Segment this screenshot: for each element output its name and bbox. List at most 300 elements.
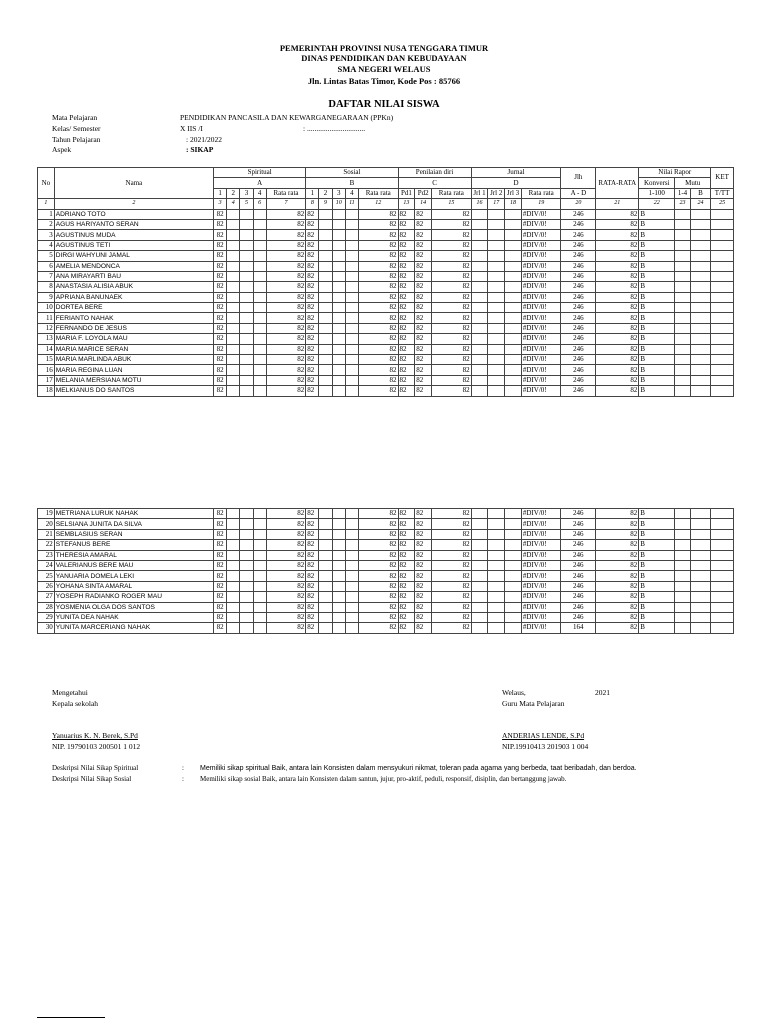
pd1: 82 bbox=[398, 581, 415, 591]
mapel-value: PENDIDIKAN PANCASILA DAN KEWARGANEGARAAN (PPKn) bbox=[180, 113, 394, 122]
spiritual-1: 82 bbox=[214, 375, 227, 385]
mutu-b bbox=[690, 540, 710, 550]
sosial-avg: 82 bbox=[358, 251, 398, 261]
ket bbox=[711, 251, 734, 261]
ket bbox=[711, 334, 734, 344]
pd-avg: 82 bbox=[432, 344, 472, 354]
jurnal-avg: #DIV/0! bbox=[521, 509, 561, 519]
aspek-value: : SIKAP bbox=[186, 145, 214, 154]
sosial-3 bbox=[332, 303, 345, 313]
sosial-avg: 82 bbox=[358, 355, 398, 365]
sosial-1: 82 bbox=[306, 303, 319, 313]
rata-rata: 82 bbox=[596, 251, 639, 261]
ket bbox=[711, 550, 734, 560]
jlh: 246 bbox=[561, 365, 596, 375]
spiritual-1: 82 bbox=[214, 355, 227, 365]
table-row bbox=[38, 344, 734, 354]
sosial-2 bbox=[319, 529, 332, 539]
pd1: 82 bbox=[398, 282, 415, 292]
sosial-1: 82 bbox=[306, 240, 319, 250]
spiritual-avg: 82 bbox=[266, 612, 306, 622]
spiritual-avg: 82 bbox=[266, 355, 306, 365]
spiritual-4 bbox=[253, 602, 266, 612]
pd-avg: 82 bbox=[432, 334, 472, 344]
column-number: 17 bbox=[488, 199, 505, 209]
spiritual-2 bbox=[227, 540, 240, 550]
sosial-3 bbox=[332, 344, 345, 354]
sosial-1: 82 bbox=[306, 560, 319, 570]
ket bbox=[711, 375, 734, 385]
spiritual-4 bbox=[253, 251, 266, 261]
sosial-avg: 82 bbox=[358, 519, 398, 529]
sosial-2 bbox=[319, 540, 332, 550]
sosial-2 bbox=[319, 209, 332, 219]
pd1: 82 bbox=[398, 355, 415, 365]
mutu-b bbox=[690, 292, 710, 302]
sosial-2 bbox=[319, 375, 332, 385]
sosial-1: 82 bbox=[306, 550, 319, 560]
jrl3 bbox=[505, 581, 522, 591]
sosial-4 bbox=[345, 509, 358, 519]
spiritual-3 bbox=[240, 612, 253, 622]
spiritual-1: 82 bbox=[214, 271, 227, 281]
jurnal-avg: #DIV/0! bbox=[521, 261, 561, 271]
jrl1 bbox=[471, 334, 488, 344]
jrl3 bbox=[505, 303, 522, 313]
row-no: 27 bbox=[38, 592, 55, 602]
jrl3 bbox=[505, 612, 522, 622]
pd1: 82 bbox=[398, 612, 415, 622]
pd1: 82 bbox=[398, 323, 415, 333]
spiritual-4 bbox=[253, 592, 266, 602]
jurnal-avg: #DIV/0! bbox=[521, 612, 561, 622]
table-row bbox=[38, 334, 734, 344]
student-name: MARIA REGINA LUAN bbox=[54, 365, 213, 375]
sosial-2 bbox=[319, 240, 332, 250]
spiritual-2 bbox=[227, 592, 240, 602]
jrl2 bbox=[488, 571, 505, 581]
hdr-3: 3 bbox=[240, 188, 253, 198]
mutu-b bbox=[690, 355, 710, 365]
jurnal-avg: #DIV/0! bbox=[521, 375, 561, 385]
jrl3 bbox=[505, 261, 522, 271]
spiritual-3 bbox=[240, 355, 253, 365]
sosial-avg: 82 bbox=[358, 592, 398, 602]
sosial-2 bbox=[319, 581, 332, 591]
sosial-3 bbox=[332, 261, 345, 271]
sosial-2 bbox=[319, 386, 332, 396]
row-no: 15 bbox=[38, 355, 55, 365]
spiritual-4 bbox=[253, 581, 266, 591]
table-row bbox=[38, 623, 734, 633]
pd2: 82 bbox=[415, 323, 432, 333]
spiritual-avg: 82 bbox=[266, 386, 306, 396]
jrl1 bbox=[471, 560, 488, 570]
spiritual-3 bbox=[240, 365, 253, 375]
sosial-2 bbox=[319, 592, 332, 602]
sosial-3 bbox=[332, 519, 345, 529]
jrl1 bbox=[471, 251, 488, 261]
grades-table-continued bbox=[37, 508, 734, 634]
pd-avg: 82 bbox=[432, 509, 472, 519]
jlh: 246 bbox=[561, 282, 596, 292]
pd-avg: 82 bbox=[432, 592, 472, 602]
row-no: 2 bbox=[38, 219, 55, 229]
column-number: 2 bbox=[54, 199, 213, 209]
student-name: SELSIANA JUNITA DA SILVA bbox=[54, 519, 213, 529]
konversi: B bbox=[639, 529, 675, 539]
jrl2 bbox=[488, 323, 505, 333]
spiritual-3 bbox=[240, 602, 253, 612]
mutu-b bbox=[690, 323, 710, 333]
pd1: 82 bbox=[398, 540, 415, 550]
column-number: 21 bbox=[596, 199, 639, 209]
pd2: 82 bbox=[415, 261, 432, 271]
pd-avg: 82 bbox=[432, 240, 472, 250]
pd-avg: 82 bbox=[432, 602, 472, 612]
hdr-3: 3 bbox=[332, 188, 345, 198]
spiritual-3 bbox=[240, 271, 253, 281]
jrl1 bbox=[471, 209, 488, 219]
jrl2 bbox=[488, 344, 505, 354]
jlh: 246 bbox=[561, 344, 596, 354]
sosial-avg: 82 bbox=[358, 271, 398, 281]
jurnal-avg: #DIV/0! bbox=[521, 519, 561, 529]
jurnal-avg: #DIV/0! bbox=[521, 251, 561, 261]
rata-rata: 82 bbox=[596, 209, 639, 219]
jlh: 246 bbox=[561, 251, 596, 261]
sosial-2 bbox=[319, 560, 332, 570]
row-no: 21 bbox=[38, 529, 55, 539]
sosial-3 bbox=[332, 323, 345, 333]
jlh: 246 bbox=[561, 592, 596, 602]
column-number: 14 bbox=[415, 199, 432, 209]
jrl3 bbox=[505, 623, 522, 633]
spiritual-1: 82 bbox=[214, 240, 227, 250]
kepala-sekolah-label: Kepala sekolah bbox=[52, 699, 99, 708]
table-row bbox=[38, 292, 734, 302]
student-name: STEFANUS BERE bbox=[54, 540, 213, 550]
jurnal-avg: #DIV/0! bbox=[521, 623, 561, 633]
mutu-1-4 bbox=[675, 612, 691, 622]
ket bbox=[711, 230, 734, 240]
sosial-2 bbox=[319, 365, 332, 375]
jrl3 bbox=[505, 209, 522, 219]
jurnal-avg: #DIV/0! bbox=[521, 230, 561, 240]
spiritual-avg: 82 bbox=[266, 219, 306, 229]
ket bbox=[711, 560, 734, 570]
hdr-rata-rata: Rata rata bbox=[358, 188, 398, 198]
jrl2 bbox=[488, 271, 505, 281]
jrl3 bbox=[505, 219, 522, 229]
sosial-avg: 82 bbox=[358, 344, 398, 354]
pd-avg: 82 bbox=[432, 303, 472, 313]
sosial-avg: 82 bbox=[358, 323, 398, 333]
sosial-3 bbox=[332, 602, 345, 612]
col-penilaian-diri: Penilaian diri bbox=[398, 168, 471, 178]
mutu-b bbox=[690, 365, 710, 375]
bottom-rule bbox=[37, 1017, 105, 1018]
sosial-1: 82 bbox=[306, 282, 319, 292]
jrl3 bbox=[505, 560, 522, 570]
row-no: 29 bbox=[38, 612, 55, 622]
konversi: B bbox=[639, 519, 675, 529]
table-row bbox=[38, 282, 734, 292]
sosial-3 bbox=[332, 540, 345, 550]
jrl1 bbox=[471, 355, 488, 365]
sosial-avg: 82 bbox=[358, 581, 398, 591]
jrl1 bbox=[471, 292, 488, 302]
kepsek-name: Yanuarius K. N. Berek, S.Pd bbox=[52, 731, 138, 740]
jrl2 bbox=[488, 529, 505, 539]
pd-avg: 82 bbox=[432, 209, 472, 219]
mutu-1-4 bbox=[675, 355, 691, 365]
jrl1 bbox=[471, 519, 488, 529]
sosial-3 bbox=[332, 282, 345, 292]
pd-avg: 82 bbox=[432, 251, 472, 261]
spiritual-2 bbox=[227, 344, 240, 354]
pd2: 82 bbox=[415, 251, 432, 261]
row-no: 10 bbox=[38, 303, 55, 313]
spiritual-4 bbox=[253, 240, 266, 250]
jrl1 bbox=[471, 386, 488, 396]
jurnal-avg: #DIV/0! bbox=[521, 323, 561, 333]
jurnal-avg: #DIV/0! bbox=[521, 271, 561, 281]
jurnal-avg: #DIV/0! bbox=[521, 334, 561, 344]
pd2: 82 bbox=[415, 303, 432, 313]
ket bbox=[711, 271, 734, 281]
jlh: 246 bbox=[561, 375, 596, 385]
spiritual-3 bbox=[240, 560, 253, 570]
place-label: Welaus, bbox=[502, 688, 526, 697]
sosial-1: 82 bbox=[306, 375, 319, 385]
ket bbox=[711, 261, 734, 271]
hdr-rata-rata: Rata rata bbox=[266, 188, 306, 198]
spiritual-1: 82 bbox=[214, 344, 227, 354]
pd2: 82 bbox=[415, 282, 432, 292]
ket bbox=[711, 219, 734, 229]
jrl3 bbox=[505, 282, 522, 292]
pd-avg: 82 bbox=[432, 365, 472, 375]
spiritual-2 bbox=[227, 560, 240, 570]
mutu-1-4 bbox=[675, 230, 691, 240]
rata-rata: 82 bbox=[596, 230, 639, 240]
rata-rata: 82 bbox=[596, 386, 639, 396]
jlh: 246 bbox=[561, 612, 596, 622]
jlh: 246 bbox=[561, 519, 596, 529]
pd-avg: 82 bbox=[432, 560, 472, 570]
spiritual-2 bbox=[227, 581, 240, 591]
page-title: DAFTAR NILAI SISWA bbox=[328, 99, 440, 110]
spiritual-3 bbox=[240, 219, 253, 229]
spiritual-3 bbox=[240, 386, 253, 396]
jrl3 bbox=[505, 540, 522, 550]
kelas-label: Kelas/ Semester bbox=[52, 124, 101, 133]
rata-rata: 82 bbox=[596, 365, 639, 375]
pd2: 82 bbox=[415, 386, 432, 396]
mutu-1-4 bbox=[675, 602, 691, 612]
table-row bbox=[38, 303, 734, 313]
spiritual-1: 82 bbox=[214, 334, 227, 344]
student-name: DORTEA BERE bbox=[54, 303, 213, 313]
student-name: AMELIA MENDONCA bbox=[54, 261, 213, 271]
column-number: 16 bbox=[471, 199, 488, 209]
mutu-b bbox=[690, 209, 710, 219]
jrl2 bbox=[488, 581, 505, 591]
mutu-1-4 bbox=[675, 519, 691, 529]
rata-rata: 82 bbox=[596, 519, 639, 529]
row-no: 12 bbox=[38, 323, 55, 333]
spiritual-1: 82 bbox=[214, 529, 227, 539]
table-row bbox=[38, 612, 734, 622]
sub-mutu: Mutu bbox=[675, 178, 711, 188]
jurnal-avg: #DIV/0! bbox=[521, 592, 561, 602]
sosial-avg: 82 bbox=[358, 313, 398, 323]
sosial-1: 82 bbox=[306, 313, 319, 323]
sosial-4 bbox=[345, 282, 358, 292]
spiritual-2 bbox=[227, 292, 240, 302]
pd-avg: 82 bbox=[432, 355, 472, 365]
column-number: 20 bbox=[561, 199, 596, 209]
sosial-3 bbox=[332, 292, 345, 302]
hdr-rata-rata: Rata rata bbox=[521, 188, 561, 198]
table-row bbox=[38, 365, 734, 375]
spiritual-4 bbox=[253, 612, 266, 622]
sosial-avg: 82 bbox=[358, 560, 398, 570]
student-name: SEMBLASIUS SERAN bbox=[54, 529, 213, 539]
jrl3 bbox=[505, 323, 522, 333]
pd-avg: 82 bbox=[432, 550, 472, 560]
sosial-3 bbox=[332, 581, 345, 591]
konversi: B bbox=[639, 623, 675, 633]
jlh: 246 bbox=[561, 219, 596, 229]
jrl1 bbox=[471, 602, 488, 612]
sosial-1: 82 bbox=[306, 219, 319, 229]
mutu-b bbox=[690, 240, 710, 250]
jurnal-avg: #DIV/0! bbox=[521, 209, 561, 219]
spiritual-3 bbox=[240, 292, 253, 302]
konversi: B bbox=[639, 230, 675, 240]
spiritual-avg: 82 bbox=[266, 323, 306, 333]
mutu-b bbox=[690, 519, 710, 529]
sosial-4 bbox=[345, 251, 358, 261]
rata-rata: 82 bbox=[596, 560, 639, 570]
col-jlh: Jlh bbox=[561, 168, 596, 189]
sosial-3 bbox=[332, 209, 345, 219]
student-name: MELANIA MERSIANA MOTU bbox=[54, 375, 213, 385]
pd2: 82 bbox=[415, 550, 432, 560]
sosial-3 bbox=[332, 550, 345, 560]
mutu-1-4 bbox=[675, 271, 691, 281]
sosial-4 bbox=[345, 344, 358, 354]
spiritual-2 bbox=[227, 303, 240, 313]
ket bbox=[711, 313, 734, 323]
jrl3 bbox=[505, 271, 522, 281]
sosial-1: 82 bbox=[306, 271, 319, 281]
student-name: YOSMENIA OLGA DOS SANTOS bbox=[54, 602, 213, 612]
spiritual-avg: 82 bbox=[266, 240, 306, 250]
jrl3 bbox=[505, 571, 522, 581]
spiritual-3 bbox=[240, 571, 253, 581]
sosial-3 bbox=[332, 219, 345, 229]
sosial-1: 82 bbox=[306, 571, 319, 581]
konversi: B bbox=[639, 612, 675, 622]
column-number: 19 bbox=[521, 199, 561, 209]
sosial-3 bbox=[332, 271, 345, 281]
spiritual-2 bbox=[227, 375, 240, 385]
table-row bbox=[38, 375, 734, 385]
column-number: 15 bbox=[432, 199, 472, 209]
spiritual-3 bbox=[240, 592, 253, 602]
pd-avg: 82 bbox=[432, 623, 472, 633]
row-no: 17 bbox=[38, 375, 55, 385]
spiritual-3 bbox=[240, 344, 253, 354]
mutu-b bbox=[690, 313, 710, 323]
pd1: 82 bbox=[398, 292, 415, 302]
konversi: B bbox=[639, 375, 675, 385]
header-line-3: SMA NEGERI WELAUS bbox=[337, 64, 431, 74]
pd-avg: 82 bbox=[432, 529, 472, 539]
student-name: YUNITA MARCERIANG NAHAK bbox=[54, 623, 213, 633]
pd-avg: 82 bbox=[432, 292, 472, 302]
jrl1 bbox=[471, 509, 488, 519]
jrl2 bbox=[488, 509, 505, 519]
jrl3 bbox=[505, 334, 522, 344]
pd-avg: 82 bbox=[432, 261, 472, 271]
spiritual-3 bbox=[240, 550, 253, 560]
ket bbox=[711, 509, 734, 519]
col-no: No bbox=[38, 168, 55, 199]
deskripsi-spiritual-label: Deskripsi Nilai Sikap Spiritual bbox=[52, 764, 139, 772]
sosial-1: 82 bbox=[306, 602, 319, 612]
rata-rata: 82 bbox=[596, 375, 639, 385]
spiritual-3 bbox=[240, 261, 253, 271]
mutu-1-4 bbox=[675, 334, 691, 344]
hdr-b: B bbox=[690, 188, 710, 198]
mutu-b bbox=[690, 550, 710, 560]
jrl3 bbox=[505, 519, 522, 529]
spiritual-2 bbox=[227, 623, 240, 633]
spiritual-avg: 82 bbox=[266, 529, 306, 539]
jurnal-avg: #DIV/0! bbox=[521, 282, 561, 292]
jlh: 246 bbox=[561, 560, 596, 570]
pd-avg: 82 bbox=[432, 571, 472, 581]
student-name: AGUS HARIYANTO SERAN bbox=[54, 219, 213, 229]
jrl3 bbox=[505, 355, 522, 365]
jlh: 246 bbox=[561, 303, 596, 313]
jlh: 246 bbox=[561, 529, 596, 539]
spiritual-1: 82 bbox=[214, 571, 227, 581]
year-label: 2021 bbox=[595, 688, 610, 697]
sosial-2 bbox=[319, 261, 332, 271]
sosial-2 bbox=[319, 271, 332, 281]
col-nama: Nama bbox=[54, 168, 213, 199]
jrl2 bbox=[488, 251, 505, 261]
jrl3 bbox=[505, 344, 522, 354]
mutu-b bbox=[690, 251, 710, 261]
sosial-avg: 82 bbox=[358, 261, 398, 271]
row-no: 13 bbox=[38, 334, 55, 344]
sosial-avg: 82 bbox=[358, 509, 398, 519]
pd1: 82 bbox=[398, 209, 415, 219]
table-row bbox=[38, 240, 734, 250]
hdr-jrl2: Jrl 2 bbox=[488, 188, 505, 198]
pd2: 82 bbox=[415, 334, 432, 344]
student-name: APRIANA BANUNAEK bbox=[54, 292, 213, 302]
spiritual-avg: 82 bbox=[266, 550, 306, 560]
spiritual-avg: 82 bbox=[266, 230, 306, 240]
table-row bbox=[38, 355, 734, 365]
